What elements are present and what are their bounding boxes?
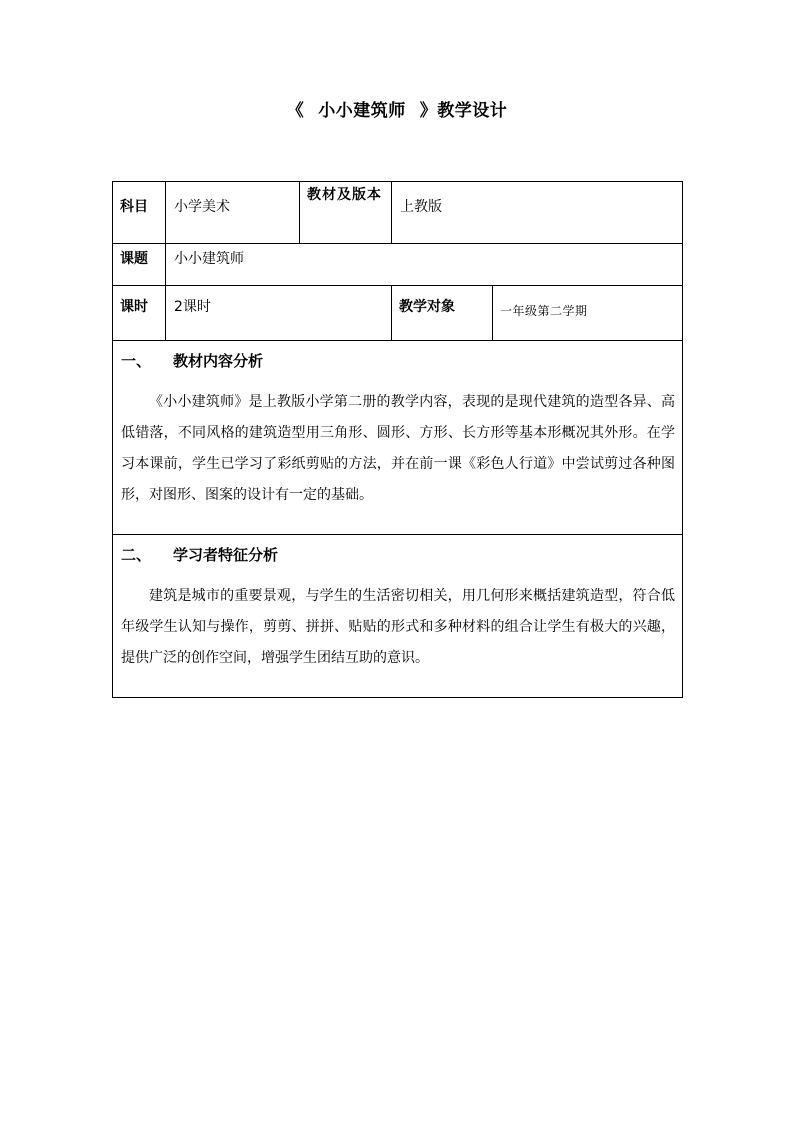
edition-value: 上教版 [392,182,683,244]
section-1-heading [113,341,682,377]
edition-label: 教材及版本 [300,182,392,244]
section-2-text: 建筑是城市的重要景观，与学生的生活密切相关，用几何形来概括建筑造型，符合低年级学生认知与操作，剪剪、拼拼、贴贴的形式和多种材料的组合让学生有极大的兴趣，提供广泛的创作空间，增强学生团结互助的意识。 [121,588,675,666]
section-2-number: 二、 [121,546,152,564]
target-label: 教学对象 [392,286,493,341]
section-2-heading [113,535,682,571]
section-2-title: 学习者特征分析 [173,546,279,564]
table-row-subject [113,182,683,244]
section-1-number: 一、 [121,352,152,370]
page-title [0,96,794,121]
target-value: 一年级第二学期 [493,286,683,341]
lesson-info-table [112,181,683,698]
section-2-cell [113,535,683,698]
hours-value: 2课时 [166,286,392,341]
topic-label: 课题 [113,244,166,286]
subject-label: 科目 [113,182,166,244]
table-row-section-1 [113,341,683,535]
subject-value: 小学美术 [166,182,300,244]
title-open-bracket: 《 [286,101,305,121]
table-row-section-2 [113,535,683,698]
table-row-topic [113,244,683,286]
section-1-text: 《小小建筑师》是上教版小学第二册的教学内容，表现的是现代建筑的造型各异、高低错落，不同风格的建筑造型用三角形、圆形、方形、长方形等基本形概况其外形。在学习本课前，学生已学习了彩纸剪贴的方法，并在前一课《彩色人行道》中尝试剪过各种图形，对图形、图案的设计有一定的基础。 [121,394,675,503]
table-row-hours [113,286,683,341]
hours-label: 课时 [113,286,166,341]
section-1-title: 教材内容分析 [173,352,264,370]
title-lesson-name: 小小建筑师 [318,101,406,121]
title-suffix: 》教学设计 [419,101,508,121]
section-1-cell [113,341,683,535]
topic-value: 小小建筑师 [166,244,683,286]
